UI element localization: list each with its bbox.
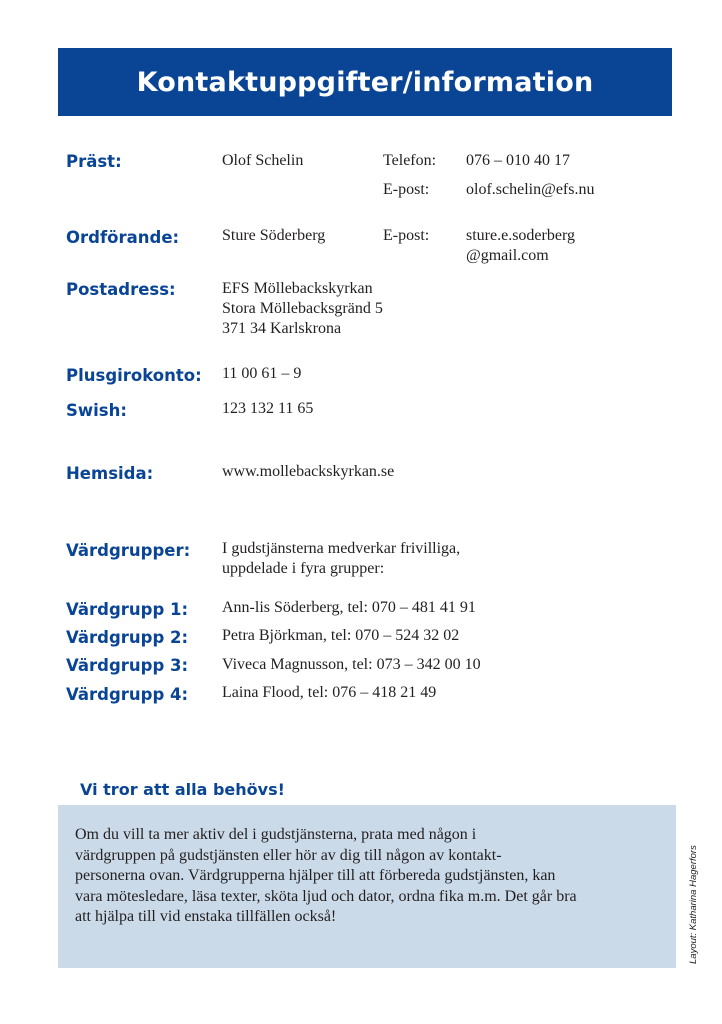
prast-label: Präst:: [66, 152, 122, 171]
ordforande-email-label: E-post:: [383, 227, 430, 244]
prast-phone-label: Telefon:: [383, 152, 437, 169]
swish-label: Swish:: [66, 401, 127, 420]
vardgrupp-3-label: Värdgrupp 3:: [66, 656, 189, 675]
plusgiro-label: Plusgirokonto:: [66, 366, 202, 385]
vardgrupper-line2: uppdelade i fyra grupper:: [222, 560, 385, 577]
infobox-text: [75, 825, 665, 928]
infobox-line: värdgruppen på gudstjänsten eller hör av dig till någon av kontakt-: [75, 846, 502, 864]
infobox-line: personerna ovan. Värdgrupperna hjälper till att förbereda gudstjänsten, kan: [75, 867, 556, 884]
postadress-label: Postadress:: [66, 280, 176, 299]
vardgrupp-1-value: Ann-lis Söderberg, tel: 070 – 481 41 91: [222, 599, 476, 616]
prast-name: Olof Schelin: [222, 152, 304, 169]
ordforande-email-line1: sture.e.soderberg: [466, 227, 575, 244]
ordforande-name: Sture Söderberg: [222, 227, 326, 244]
vardgrupp-4-value: Laina Flood, tel: 076 – 418 21 49: [222, 684, 437, 701]
infobox-line: vara mötesledare, läsa texter, sköta ljud och dator, ordna fika m.m. Det går bra: [75, 887, 577, 905]
ordforande-label: Ordförande:: [66, 228, 180, 247]
prast-phone: 076 – 010 40 17: [466, 152, 570, 169]
postadress-line1: EFS Möllebackskyrkan: [222, 280, 373, 297]
postadress-line3: 371 34 Karlskrona: [222, 320, 342, 337]
vardgrupper-line1: I gudstjänsterna medverkar frivilliga,: [222, 540, 461, 557]
vardgrupper-label: Värdgrupper:: [66, 541, 191, 560]
hemsida-label: Hemsida:: [66, 464, 154, 483]
vardgrupp-2-label: Värdgrupp 2:: [66, 628, 189, 647]
vardgrupp-4-label: Värdgrupp 4:: [66, 685, 189, 704]
hemsida-link[interactable]: www.mollebackskyrkan.se: [222, 463, 395, 480]
ordforande-email-line2: @gmail.com: [466, 247, 549, 264]
swish-value: 123 132 11 65: [222, 400, 314, 417]
infobox-title: Vi tror att alla behövs!: [80, 780, 285, 799]
postadress-line2: Stora Möllebacksgränd 5: [222, 300, 383, 317]
vardgrupp-1-label: Värdgrupp 1:: [66, 600, 189, 619]
vardgrupp-3-value: Viveca Magnusson, tel: 073 – 342 00 10: [222, 656, 481, 673]
layout-credit: Layout: Katharina Hagerfors: [688, 845, 699, 964]
page-title: Kontaktuppgifter/information: [58, 48, 672, 116]
infobox-line: att hjälpa till vid enstaka tillfällen också!: [75, 908, 337, 925]
infobox-line: Om du vill ta mer aktiv del i gudstjänsterna, prata med någon i: [75, 826, 477, 843]
vardgrupp-2-value: Petra Björkman, tel: 070 – 524 32 02: [222, 627, 460, 644]
prast-email: olof.schelin@efs.nu: [466, 181, 595, 198]
plusgiro-value: 11 00 61 – 9: [222, 365, 302, 382]
prast-email-label: E-post:: [383, 181, 430, 198]
